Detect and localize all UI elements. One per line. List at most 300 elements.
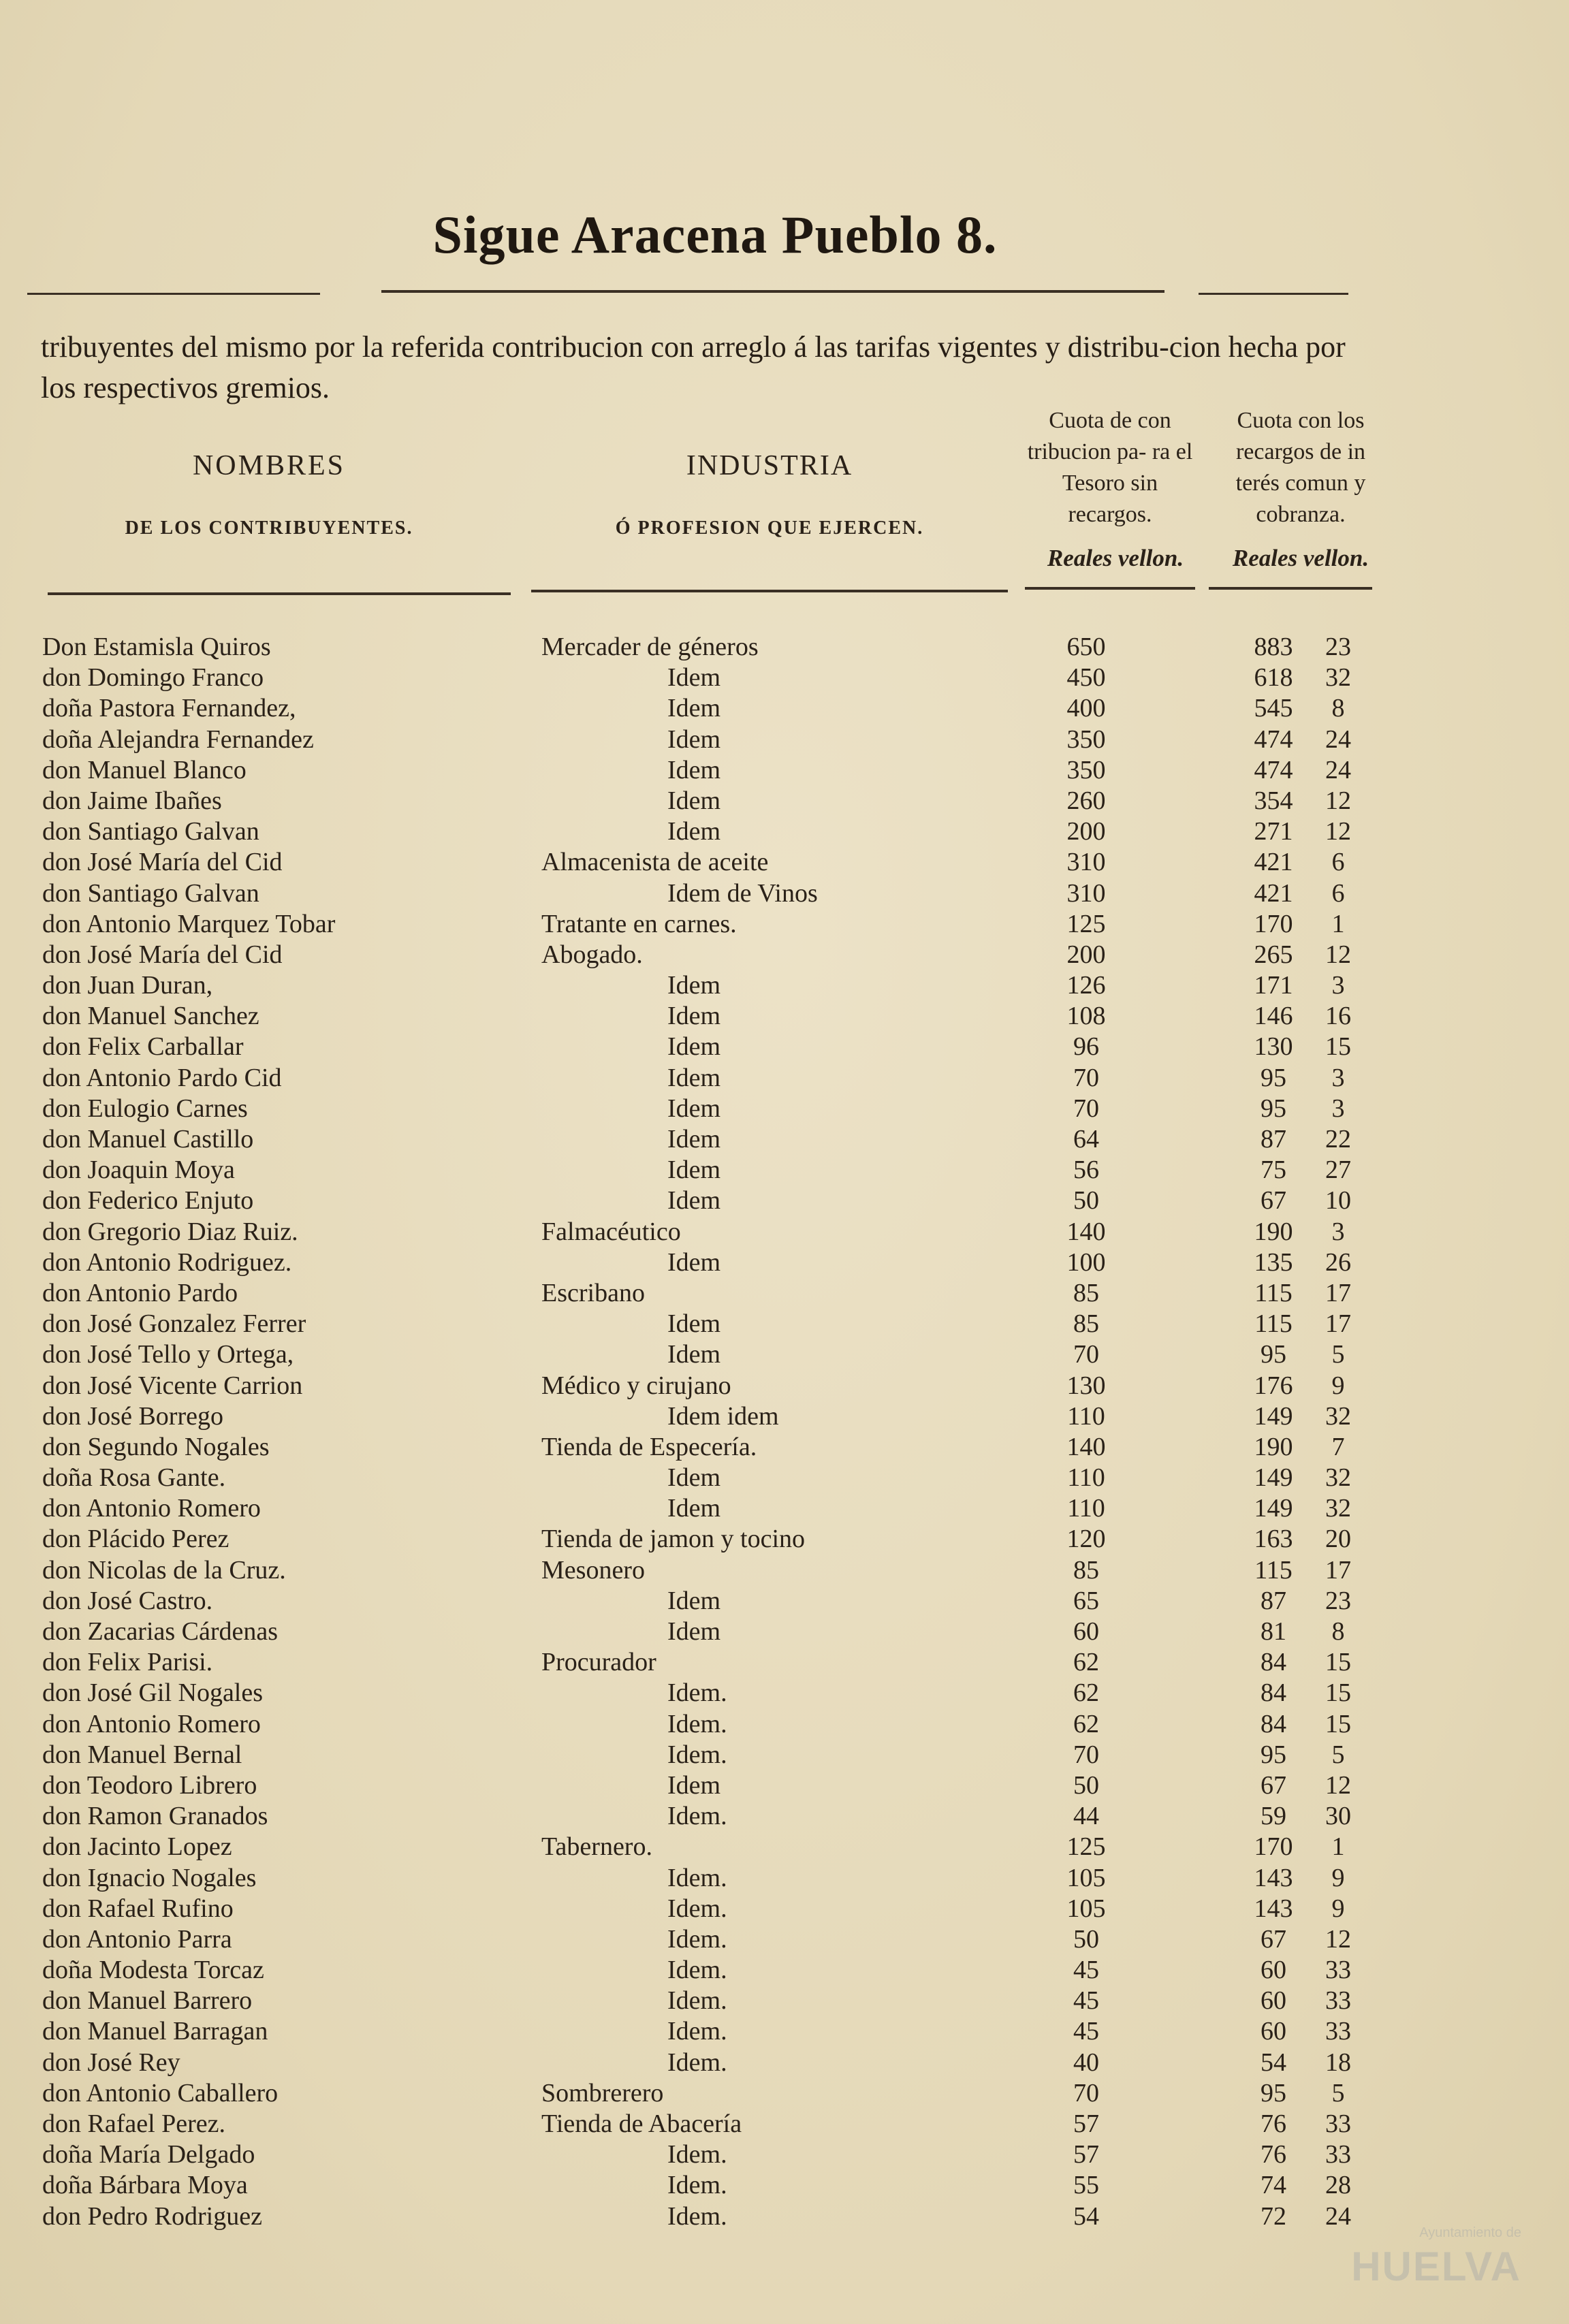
table-row [0,693,1569,724]
recargos-cents: 5 [1331,1340,1345,1369]
table-row [0,1740,1569,1770]
industry: Idem. [667,2017,727,2046]
contributor-name: don Antonio Romero [42,1709,261,1738]
industry: Idem. [667,2048,727,2077]
contributor-name: don Antonio Caballero [42,2078,279,2107]
cuota-value: 70 [1073,2078,1099,2107]
contributor-name: don Jacinto Lopez [42,1832,232,1862]
industry: Idem [667,1032,721,1062]
industry: Idem. [667,2140,727,2169]
cuota-value: 85 [1073,1309,1099,1339]
contributor-name: don Antonio Pardo [42,1278,238,1307]
contributor-name: don Jaime Ibañes [42,786,222,815]
cuota-value: 108 [1066,1002,1106,1031]
contributor-name: don Antonio Pardo Cid [42,1063,282,1092]
recargos-cents: 1 [1331,1832,1345,1862]
contributor-name: don Rafael Rufino [42,1894,234,1923]
contributor-name: don Antonio Romero [42,1494,261,1523]
contributor-name: don Santiago Galvan [42,878,259,908]
recargos-value: 84 [1261,1648,1286,1677]
header-industria-sub: Ó PROFESION QUE EJERCEN. [615,518,924,539]
contributor-name: Don Estamisla Quiros [42,633,271,661]
cuota-value: 62 [1073,1678,1099,1708]
recargos-value: 76 [1261,2110,1286,2138]
contributor-name: don Manuel Blanco [42,755,247,784]
recargos-cents: 16 [1325,1002,1351,1031]
contributor-name: don Pedro Rodriguez [42,2201,262,2231]
recargos-value: 354 [1254,786,1293,815]
recargos-cents: 8 [1331,1617,1345,1646]
cuota-value: 50 [1073,1186,1099,1215]
industry: Idem [667,1247,721,1277]
recargos-value: 143 [1254,1863,1293,1892]
contributor-name: don Ramon Granados [42,1802,268,1831]
cuota-value: 105 [1066,1894,1106,1923]
table-row [0,1124,1569,1155]
table-row [0,1555,1569,1586]
watermark-text: HUELVA [1351,2244,1521,2289]
recargos-cents: 32 [1325,1401,1351,1431]
cuota-value: 57 [1073,2140,1099,2169]
table-row [0,1001,1569,1032]
recargos-value: 474 [1254,755,1293,784]
cuota-value: 45 [1073,1986,1099,2016]
recargos-cents: 5 [1331,2078,1345,2107]
cuota-value: 120 [1066,1525,1106,1554]
contributor-name: don Zacarias Cárdenas [42,1617,279,1646]
industry: Idem [667,1340,721,1369]
industry: Idem idem [667,1401,779,1431]
recargos-value: 87 [1261,1586,1286,1615]
table-row [0,1986,1569,2016]
cuota-value: 105 [1066,1863,1106,1892]
cuota-value: 200 [1066,940,1106,969]
table-row [0,1586,1569,1617]
recargos-value: 190 [1254,1217,1293,1246]
cuota-value: 650 [1066,633,1106,661]
industry: Idem [667,1186,721,1215]
industry: Mercader de géneros [541,633,759,661]
contributor-name: don Antonio Parra [42,1924,232,1954]
recargos-value: 146 [1254,1002,1293,1031]
industry: Tienda de Abacería [541,2110,742,2138]
industry: Falmacéutico [541,1217,681,1246]
contributor-name: don José Borrego [42,1401,223,1431]
header-nombres: NOMBRES [192,450,346,481]
recargos-value: 163 [1254,1525,1293,1554]
cuota-value: 62 [1073,1648,1099,1677]
recargos-cents: 15 [1325,1648,1351,1677]
contributor-name: don Santiago Galvan [42,817,259,846]
cuota-value: 62 [1073,1709,1099,1738]
recargos-value: 135 [1254,1247,1293,1277]
industry: Idem [667,1002,721,1031]
contributor-name: don Rafael Perez. [42,2110,226,2138]
contributor-name: don Segundo Nogales [42,1432,270,1461]
recargos-cents: 7 [1331,1432,1345,1461]
table-row [0,1709,1569,1740]
industry: Idem [667,694,721,723]
header-rule-industria [531,590,1008,592]
table-row [0,1401,1569,1432]
recargos-cents: 24 [1325,2201,1351,2231]
recargos-value: 95 [1261,2078,1286,2107]
contributor-name: don José Rey [42,2048,180,2077]
cuota-value: 60 [1073,1617,1099,1646]
contributor-name: don Felix Parisi. [42,1648,213,1677]
recargos-cents: 32 [1325,1494,1351,1523]
recargos-cents: 8 [1331,694,1345,723]
table-row [0,816,1569,847]
table-row [0,1371,1569,1401]
header-industria: INDUSTRIA [686,450,853,481]
industry: Idem. [667,2201,727,2231]
recargos-value: 95 [1261,1063,1286,1092]
contributor-name: don Antonio Rodriguez. [42,1247,292,1277]
table-row [0,1647,1569,1678]
industry: Tratante en carnes. [541,909,737,938]
cuota-value: 70 [1073,1340,1099,1369]
contributor-name: don José María del Cid [42,940,283,969]
title-rule-left [27,293,320,295]
recargos-cents: 15 [1325,1709,1351,1738]
recargos-value: 60 [1261,1956,1286,1985]
table-row [0,1863,1569,1894]
recargos-value: 67 [1261,1924,1286,1954]
cuota-value: 57 [1073,2110,1099,2138]
contributor-name: don Plácido Perez [42,1525,229,1554]
table-row [0,2048,1569,2078]
contributor-name: doña María Delgado [42,2140,255,2169]
industry: Idem. [667,1956,727,1985]
contributor-name: doña Modesta Torcaz [42,1956,264,1985]
industry: Idem [667,1094,721,1123]
table-row [0,1432,1569,1463]
contributor-name: doña Alejandra Fernandez [42,725,314,754]
contributor-name: don Joaquin Moya [42,1156,235,1185]
cuota-value: 450 [1066,663,1106,693]
industry: Idem [667,755,721,784]
contributor-name: don Manuel Bernal [42,1740,242,1769]
recargos-value: 190 [1254,1432,1293,1461]
cuota-value: 85 [1073,1278,1099,1307]
cuota-value: 125 [1066,1832,1106,1862]
cuota-value: 130 [1066,1371,1106,1400]
industry: Procurador [541,1648,656,1677]
recargos-value: 883 [1254,633,1293,661]
contributor-name: don Manuel Barrero [42,1986,253,2016]
recargos-cents: 22 [1325,1125,1351,1153]
contributor-name: doña Bárbara Moya [42,2171,248,2200]
title-rule-center [381,290,1164,293]
table-row [0,878,1569,909]
contributor-name: don Ignacio Nogales [42,1863,257,1892]
table-row [0,1063,1569,1094]
recargos-cents: 9 [1331,1863,1345,1892]
industry: Escribano [541,1278,645,1307]
recargos-cents: 24 [1325,725,1351,754]
contributor-name: don Felix Carballar [42,1032,244,1062]
table-row [0,1094,1569,1124]
table-row [0,632,1569,663]
contributor-name: don Manuel Castillo [42,1125,254,1153]
table-row [0,1770,1569,1801]
recargos-cents: 32 [1325,1463,1351,1493]
recargos-cents: 12 [1325,817,1351,846]
recargos-cents: 5 [1331,1740,1345,1769]
recargos-cents: 6 [1331,848,1345,877]
recargos-value: 95 [1261,1094,1286,1123]
cuota-value: 45 [1073,2017,1099,2046]
recargos-cents: 10 [1325,1186,1351,1215]
industry: Idem. [667,1863,727,1892]
industry: Idem [667,1309,721,1339]
cuota-value: 44 [1073,1802,1099,1831]
contributor-name: don Eulogio Carnes [42,1094,248,1123]
recargos-value: 474 [1254,725,1293,754]
industry: Idem [667,786,721,815]
cuota-value: 40 [1073,2048,1099,2077]
contributor-name: don José Gil Nogales [42,1678,264,1708]
recargos-cents: 28 [1325,2171,1351,2200]
table-row [0,1493,1569,1524]
contributor-name: don Gregorio Diaz Ruiz. [42,1217,298,1246]
industry: Idem. [667,1894,727,1923]
industry: Idem de Vinos [667,878,818,908]
recargos-cents: 9 [1331,1371,1345,1400]
recargos-cents: 32 [1325,663,1351,693]
cuota-value: 50 [1073,1924,1099,1954]
cuota-value: 96 [1073,1032,1099,1062]
recargos-value: 115 [1254,1555,1293,1585]
cuota-value: 54 [1073,2201,1099,2231]
unit-cuota: Reales vellon. [1047,545,1184,571]
recargos-cents: 3 [1331,1217,1345,1246]
cuota-value: 350 [1066,725,1106,754]
unit-recargos: Reales vellon. [1232,545,1369,571]
table-row [0,2139,1569,2170]
cuota-value: 260 [1066,786,1106,815]
recargos-cents: 24 [1325,755,1351,784]
table-row [0,940,1569,970]
recargos-value: 545 [1254,694,1293,723]
cuota-value: 100 [1066,1247,1106,1277]
recargos-cents: 1 [1331,909,1345,938]
recargos-value: 81 [1261,1617,1286,1646]
recargos-cents: 12 [1325,1924,1351,1954]
table-row [0,1832,1569,1862]
recargos-value: 149 [1254,1463,1293,1493]
industry: Idem [667,1617,721,1646]
recargos-cents: 17 [1325,1278,1351,1307]
recargos-cents: 33 [1325,2017,1351,2046]
recargos-cents: 18 [1325,2048,1351,2077]
recargos-cents: 3 [1331,1094,1345,1123]
industry: Médico y cirujano [541,1371,731,1400]
table-row [0,663,1569,693]
contributor-name: don Manuel Barragan [42,2017,268,2046]
header-rule-names [48,592,511,595]
watermark-small-text: Ayuntamiento de [1419,2225,1521,2240]
recargos-value: 170 [1254,1832,1293,1862]
cuota-value: 70 [1073,1740,1099,1769]
table-row [0,1247,1569,1278]
cuota-value: 400 [1066,694,1106,723]
recargos-value: 115 [1254,1278,1293,1307]
industry: Idem. [667,1924,727,1954]
table-row [0,1894,1569,1924]
cuota-value: 110 [1067,1463,1105,1493]
industry: Idem. [667,1678,727,1708]
recargos-cents: 17 [1325,1309,1351,1339]
recargos-value: 149 [1254,1401,1293,1431]
recargos-cents: 33 [1325,1986,1351,2016]
industry: Tienda de jamon y tocino [541,1525,805,1554]
table-row [0,1678,1569,1708]
industry: Idem [667,1586,721,1615]
table-row [0,1924,1569,1955]
industry: Idem [667,1494,721,1523]
recargos-cents: 17 [1325,1555,1351,1585]
contributor-name: don José Tello y Ortega, [42,1340,294,1369]
cuota-value: 350 [1066,755,1106,784]
cuota-value: 64 [1073,1125,1099,1153]
table-row [0,786,1569,816]
recargos-value: 421 [1254,848,1293,877]
table-row [0,1155,1569,1185]
cuota-value: 55 [1073,2171,1099,2200]
industry: Almacenista de aceite [541,848,769,877]
table-row [0,1617,1569,1647]
cuota-value: 110 [1067,1494,1105,1523]
contributor-name: don Nicolas de la Cruz. [42,1555,286,1585]
contributor-name: don Domingo Franco [42,663,264,693]
industry: Idem [667,1156,721,1185]
cuota-value: 70 [1073,1094,1099,1123]
industry: Idem [667,725,721,754]
recargos-value: 95 [1261,1740,1286,1769]
cuota-value: 45 [1073,1956,1099,1985]
recargos-cents: 9 [1331,1894,1345,1923]
recargos-cents: 12 [1325,1770,1351,1800]
recargos-value: 171 [1254,971,1293,1000]
recargos-cents: 23 [1325,1586,1351,1615]
industry: Idem [667,817,721,846]
industry: Idem. [667,1802,727,1831]
recargos-value: 76 [1261,2140,1286,2169]
contributor-name: don José Gonzalez Ferrer [42,1309,306,1339]
industry: Idem. [667,1986,727,2016]
contributors-table [0,632,1569,2232]
table-row [0,2109,1569,2139]
recargos-value: 60 [1261,1986,1286,2016]
cuota-value: 140 [1066,1217,1106,1246]
recargos-value: 149 [1254,1494,1293,1523]
recargos-cents: 33 [1325,1956,1351,1985]
table-row [0,1524,1569,1555]
table-row [0,1217,1569,1247]
cuota-value: 200 [1066,817,1106,846]
table-row [0,755,1569,786]
contributor-name: don José María del Cid [42,848,283,877]
intro-text: tribuyentes del mismo por la referida contribucion con arreglo á las tarifas vigentes y distribu-cion hecha por los respectivos gremios. [41,330,1346,404]
table-row [0,1463,1569,1493]
table-row [0,1339,1569,1370]
contributor-name: don José Castro. [42,1586,213,1615]
recargos-value: 75 [1261,1156,1286,1185]
recargos-cents: 33 [1325,2110,1351,2138]
page-title: Sigue Aracena Pueblo 8. [432,205,998,264]
recargos-value: 60 [1261,2017,1286,2046]
watermark [1297,2208,1521,2297]
cuota-value: 50 [1073,1770,1099,1800]
contributor-name: don Federico Enjuto [42,1186,254,1215]
header-rule-cuota [1025,587,1195,590]
cuota-value: 310 [1066,848,1106,877]
recargos-value: 143 [1254,1894,1293,1923]
header-nombres-sub: DE LOS CONTRIBUYENTES. [125,518,413,539]
table-row [0,1185,1569,1216]
title-rule-right [1199,293,1348,295]
recargos-cents: 15 [1325,1032,1351,1062]
recargos-value: 115 [1254,1309,1293,1339]
industry: Idem [667,1063,721,1092]
contributor-name: don Juan Duran, [42,971,213,1000]
industry: Tabernero. [541,1832,652,1862]
table-row [0,1801,1569,1832]
recargos-value: 74 [1261,2171,1286,2200]
recargos-value: 176 [1254,1371,1293,1400]
recargos-cents: 33 [1325,2140,1351,2169]
table-row [0,847,1569,878]
industry: Sombrerero [541,2078,664,2107]
recargos-cents: 15 [1325,1678,1351,1708]
cuota-value: 56 [1073,1156,1099,1185]
contributor-name: doña Pastora Fernandez, [42,694,296,723]
recargos-cents: 3 [1331,971,1345,1000]
cuota-value: 65 [1073,1586,1099,1615]
contributor-name: doña Rosa Gante. [42,1463,226,1493]
recargos-value: 87 [1261,1125,1286,1153]
recargos-value: 421 [1254,878,1293,908]
table-row [0,1278,1569,1309]
industry: Abogado. [541,940,643,969]
cuota-value: 110 [1067,1401,1105,1431]
recargos-cents: 27 [1325,1156,1351,1185]
recargos-value: 130 [1254,1032,1293,1062]
cuota-value: 70 [1073,1063,1099,1092]
recargos-value: 84 [1261,1678,1286,1708]
contributor-name: don Teodoro Librero [42,1770,257,1800]
recargos-cents: 3 [1331,1063,1345,1092]
table-row [0,1955,1569,1986]
recargos-value: 72 [1261,2201,1286,2231]
table-row [0,1032,1569,1062]
industry: Idem. [667,2171,727,2200]
industry: Mesonero [541,1555,645,1585]
table-row [0,1309,1569,1339]
cuota-value: 85 [1073,1555,1099,1585]
recargos-value: 54 [1261,2048,1286,2077]
table-row [0,2016,1569,2047]
table-row [0,725,1569,755]
contributor-name: don Antonio Marquez Tobar [42,909,336,938]
header-rule-recargos [1209,587,1372,590]
table-row [0,970,1569,1001]
industry: Idem [667,1125,721,1153]
recargos-value: 59 [1261,1802,1286,1831]
recargos-cents: 12 [1325,786,1351,815]
